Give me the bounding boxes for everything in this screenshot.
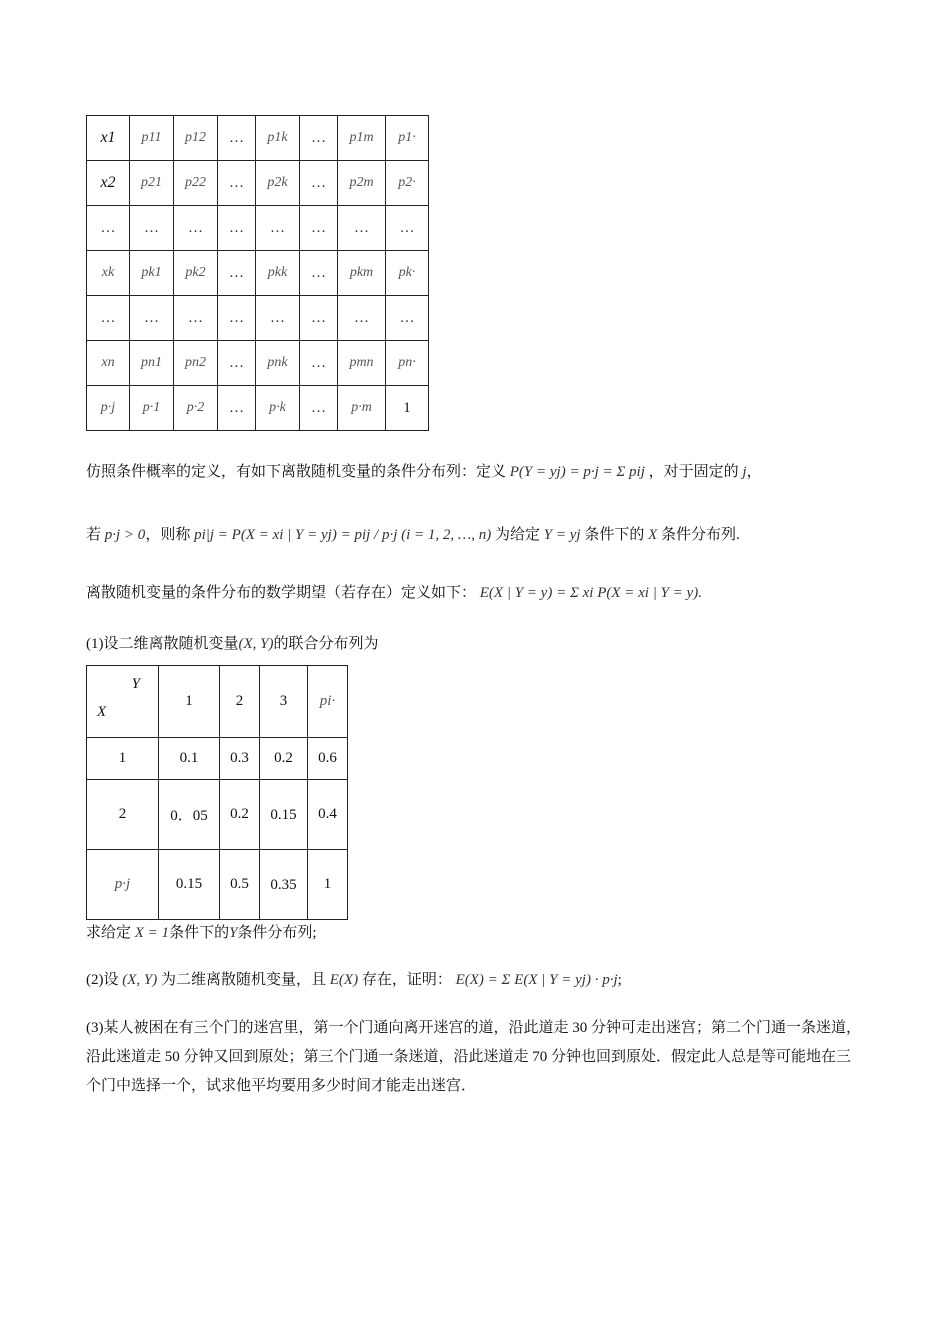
table-cell: 0.4 xyxy=(308,780,348,850)
table-cell xyxy=(260,780,308,850)
table-cell: x1 xyxy=(87,116,130,161)
table-cell: p2m xyxy=(338,161,386,206)
table-cell: pn· xyxy=(386,341,429,386)
x-variable: X xyxy=(648,527,658,543)
given-text: 为给定 xyxy=(495,527,541,543)
table-cell: 0.2 xyxy=(260,738,308,780)
table-cell: 0．05 xyxy=(159,780,220,850)
header-cell: pi· xyxy=(308,666,348,738)
table-cell: … xyxy=(256,206,300,251)
table-cell: … xyxy=(218,341,256,386)
q1-request-mid: 条件下的 xyxy=(169,925,230,941)
table-cell: p·k xyxy=(256,386,300,431)
table-cell: pkm xyxy=(338,251,386,296)
table-cell: … xyxy=(130,296,174,341)
table-cell: … xyxy=(338,296,386,341)
general-joint-distribution-table xyxy=(86,115,429,431)
row-label: 1 xyxy=(87,738,159,780)
q2-prove: 存在，证明： xyxy=(361,972,452,988)
table-cell: p11 xyxy=(130,116,174,161)
table-cell: pk· xyxy=(386,251,429,296)
table-row xyxy=(87,161,429,206)
q1-request-text: 求给定 xyxy=(86,925,132,941)
table-cell: xn xyxy=(87,341,130,386)
table-cell: 0.2 xyxy=(220,780,260,850)
table-cell: … xyxy=(174,206,218,251)
q1-text: (1)设二维离散随机变量 xyxy=(86,636,239,652)
table-cell: pn1 xyxy=(130,341,174,386)
table-cell: 0.3 xyxy=(220,738,260,780)
q1-variable: (X, Y) xyxy=(238,636,274,652)
table-cell: xk xyxy=(87,251,130,296)
q1-end: 的联合分布列为 xyxy=(273,636,379,652)
table-cell: … xyxy=(300,386,338,431)
table-cell: p2k xyxy=(256,161,300,206)
x-equals-one: X = 1 xyxy=(134,925,170,941)
definition-tail: ，对于固定的 xyxy=(648,464,739,480)
header-cell: 1 xyxy=(159,666,220,738)
table-cell: p21 xyxy=(130,161,174,206)
table-cell: … xyxy=(218,251,256,296)
table-cell: x2 xyxy=(87,161,130,206)
question-2 xyxy=(86,970,622,990)
table-cell: … xyxy=(256,296,300,341)
table-cell: … xyxy=(87,296,130,341)
table-cell: 0.1 xyxy=(159,738,220,780)
expectation-text: 离散随机变量的条件分布的数学期望（若存在）定义如下： xyxy=(86,585,477,601)
table-cell: 0.5 xyxy=(220,850,260,920)
table-cell: … xyxy=(218,116,256,161)
call-text: ，则称 xyxy=(145,527,191,543)
table-cell: p1k xyxy=(256,116,300,161)
table-cell: … xyxy=(300,296,338,341)
row-label: 2 xyxy=(87,780,159,850)
table-row xyxy=(87,296,429,341)
table-cell: … xyxy=(218,296,256,341)
table-cell: … xyxy=(386,206,429,251)
table-cell: p1m xyxy=(338,116,386,161)
q2-mid: 为二维离散随机变量，且 xyxy=(161,972,327,988)
y-condition: Y = yj xyxy=(543,527,581,543)
table-cell: pmn xyxy=(338,341,386,386)
q2-text: (2)设 xyxy=(86,972,119,988)
table-row xyxy=(87,738,348,780)
table-cell: p1· xyxy=(386,116,429,161)
table-cell: pk2 xyxy=(174,251,218,296)
table-cell: p22 xyxy=(174,161,218,206)
conditional-end: 条件分布列. xyxy=(661,527,740,543)
table-row xyxy=(87,850,348,920)
question-1-request xyxy=(86,923,317,943)
table-row xyxy=(87,341,429,386)
condition-text: 条件下的 xyxy=(584,527,645,543)
table-cell: … xyxy=(300,206,338,251)
corner-cell xyxy=(87,666,159,738)
y-variable: Y xyxy=(229,925,238,941)
wrapped-value: 0.15 xyxy=(270,806,297,823)
table-cell: … xyxy=(300,116,338,161)
wrapped-value: 0.35 xyxy=(270,876,297,893)
question-1 xyxy=(86,634,379,654)
header-cell: 3 xyxy=(260,666,308,738)
table-cell: … xyxy=(218,161,256,206)
q2-expectation: E(X) xyxy=(329,972,359,988)
definition-paragraph: 仿照条件概率的定义，有如下离散随机变量的条件分布列：定义 P(Y = yj) = p·j = Σ pij ，对于固定的 j， xyxy=(86,464,762,480)
table-cell: pkk xyxy=(256,251,300,296)
j-variable: j xyxy=(742,464,747,480)
q2-end: ; xyxy=(617,972,622,988)
table-cell: … xyxy=(218,206,256,251)
corner-x-label: X xyxy=(97,704,107,720)
table-cell: … xyxy=(87,206,130,251)
table-cell: pnk xyxy=(256,341,300,386)
conditional-formula: pi|j = P(X = xi | Y = yj) = pij / p·j (i = 1, 2, …, n) xyxy=(194,527,492,543)
corner-y-label: Y xyxy=(131,676,140,692)
table-cell: … xyxy=(300,161,338,206)
row-label: p·j xyxy=(87,850,159,920)
table-row xyxy=(87,780,348,850)
table-cell: … xyxy=(174,296,218,341)
table-row xyxy=(87,206,429,251)
table-row xyxy=(87,251,429,296)
table-cell: … xyxy=(300,251,338,296)
table-cell: 0.15 xyxy=(159,850,220,920)
q2-variable: (X, Y) xyxy=(122,972,158,988)
specific-joint-distribution-table xyxy=(86,665,348,920)
table-cell: … xyxy=(338,206,386,251)
if-text: 若 xyxy=(86,527,102,543)
table-cell: 0.6 xyxy=(308,738,348,780)
q1-request-end: 条件分布列; xyxy=(237,925,317,941)
table-cell: p·1 xyxy=(130,386,174,431)
marginal-formula: P(Y = yj) = p·j = Σ pij xyxy=(509,464,645,480)
table-cell: 1 xyxy=(386,386,429,431)
conditional-expectation-formula: E(X | Y = y) = Σ xi P(X = xi | Y = y). xyxy=(479,585,702,601)
conditional-definition-paragraph xyxy=(86,525,740,545)
question-3: (3)某人被困在有三个门的迷宫里，第一个门通向离开迷宫的道，沿此道走 30 分钟可走出迷宫；第二个门通一条迷道，沿此迷道走 50 分钟又回到原处；第三个门通一条迷道，沿此迷道走 70 分钟也回到原处．假定此人总是等可能地在三个门中选择一个，试求他平均要用多少时间才能走出迷宫． xyxy=(86,1020,861,1094)
table-cell: p·j xyxy=(87,386,130,431)
table-row xyxy=(87,116,429,161)
expectation-paragraph xyxy=(86,583,702,603)
definition-text: 仿照条件概率的定义，有如下离散随机变量的条件分布列：定义 xyxy=(86,464,507,480)
header-cell: 2 xyxy=(220,666,260,738)
positive-condition: p·j > 0 xyxy=(104,527,146,543)
table-cell: p12 xyxy=(174,116,218,161)
table-cell: p·m xyxy=(338,386,386,431)
table-cell: 1 xyxy=(308,850,348,920)
table-row xyxy=(87,386,429,431)
table-cell: … xyxy=(130,206,174,251)
table-cell: … xyxy=(218,386,256,431)
table-cell: pk1 xyxy=(130,251,174,296)
table-cell xyxy=(260,850,308,920)
total-expectation-formula: E(X) = Σ E(X | Y = yj) · p·j xyxy=(455,972,618,988)
table-cell: pn2 xyxy=(174,341,218,386)
table-cell: … xyxy=(300,341,338,386)
table2-header-row xyxy=(87,666,348,738)
table-cell: … xyxy=(386,296,429,341)
table-cell: p2· xyxy=(386,161,429,206)
table-cell: p·2 xyxy=(174,386,218,431)
